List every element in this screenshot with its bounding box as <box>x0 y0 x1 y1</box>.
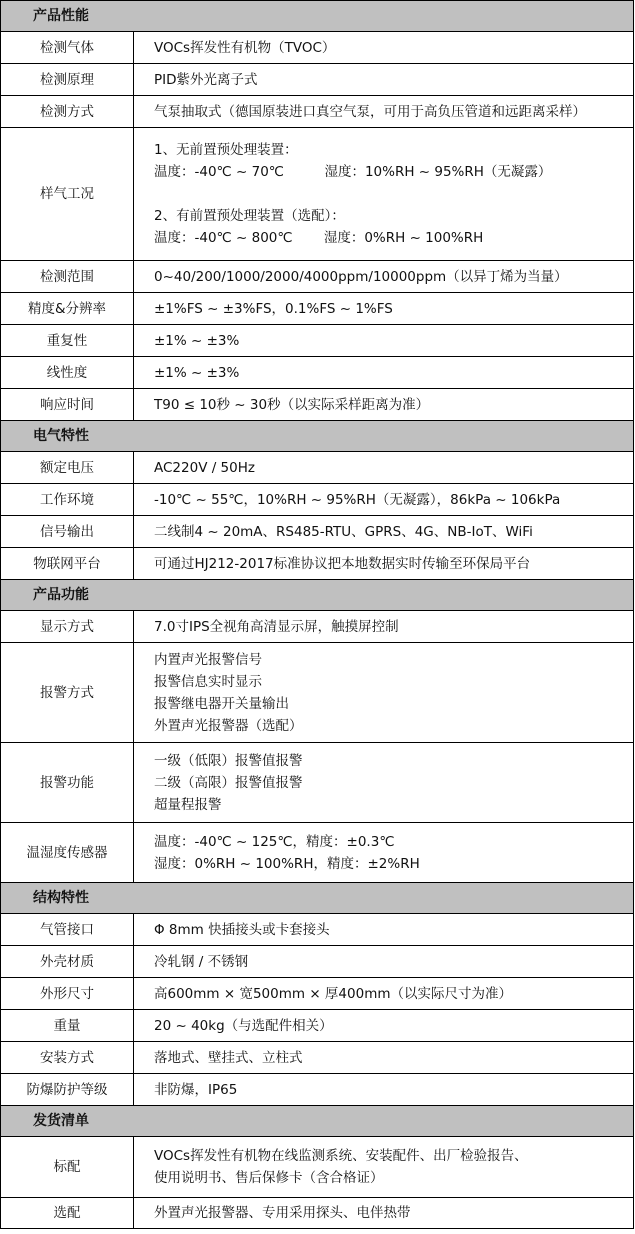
section-title-2: 产品功能 <box>1 580 634 611</box>
spec-value-line: 二线制4 ~ 20mA、RS485-RTU、GPRS、4G、NB-IoT、WiFi <box>154 523 533 540</box>
spec-value <box>134 914 634 946</box>
spec-value-line: PID紫外光离子式 <box>154 71 258 88</box>
spec-value-line: 高600mm × 宽500mm × 厚400mm（以实际尺寸为准） <box>154 985 512 1002</box>
spec-value <box>134 743 634 823</box>
spec-value <box>134 1074 634 1106</box>
spec-row <box>1 946 634 978</box>
spec-label: 外壳材质 <box>1 946 134 978</box>
spec-label: 额定电压 <box>1 452 134 484</box>
spec-value <box>134 1010 634 1042</box>
spec-label: 温湿度传感器 <box>1 823 134 883</box>
spec-row <box>1 484 634 516</box>
spec-value <box>134 946 634 978</box>
spec-value-line: 超量程报警 <box>154 796 222 813</box>
spec-row <box>1 389 634 421</box>
spec-label: 防爆防护等级 <box>1 1074 134 1106</box>
spec-value-line: 报警信息实时显示 <box>154 673 262 690</box>
spec-value <box>134 978 634 1010</box>
spec-label: 选配 <box>1 1198 134 1229</box>
spec-label: 精度&分辨率 <box>1 293 134 325</box>
section-title-0: 产品性能 <box>1 1 634 32</box>
spec-value-line: ±1%FS ~ ±3%FS，0.1%FS ~ 1%FS <box>154 300 393 317</box>
spec-label: 安装方式 <box>1 1042 134 1074</box>
spec-row <box>1 261 634 293</box>
section-header-row <box>1 580 634 611</box>
section-header-row <box>1 1106 634 1137</box>
spec-value-line: 使用说明书、售后保修卡（含合格证） <box>154 1170 384 1186</box>
spec-value <box>134 643 634 743</box>
spec-row <box>1 452 634 484</box>
spec-row <box>1 96 634 128</box>
spec-value <box>134 1198 634 1229</box>
spec-label: 样气工况 <box>1 128 134 261</box>
spec-row <box>1 978 634 1010</box>
spec-row <box>1 1074 634 1106</box>
spec-value <box>134 611 634 643</box>
spec-value-line: 20 ~ 40kg（与选配件相关） <box>154 1017 333 1034</box>
spec-row <box>1 32 634 64</box>
spec-value-line: 外置声光报警器、专用采用探头、电伴热带 <box>154 1205 411 1221</box>
section-header-row <box>1 421 634 452</box>
spec-value-line: 7.0寸IPS全视角高清显示屏，触摸屏控制 <box>154 618 399 635</box>
spec-table-body <box>1 1 634 1229</box>
spec-value-line: 报警继电器开关量输出 <box>154 695 289 712</box>
spec-value-line: 温度：-40℃ ~ 70℃ 湿度：10%RH ~ 95%RH（无凝露） <box>154 164 552 180</box>
spec-label: 线性度 <box>1 357 134 389</box>
spec-value-line: 1、无前置预处理装置： <box>154 142 298 158</box>
spec-label: 工作环境 <box>1 484 134 516</box>
spec-value-line: 落地式、壁挂式、立柱式 <box>154 1049 303 1066</box>
spec-value-line: T90 ≤ 10秒 ~ 30秒（以实际采样距离为准） <box>154 396 430 413</box>
spec-row <box>1 128 634 261</box>
spec-value <box>134 325 634 357</box>
spec-value-line: 温度：-40℃ ~ 800℃ 湿度：0%RH ~ 100%RH <box>154 230 484 246</box>
spec-row <box>1 611 634 643</box>
spec-value-line: VOCs挥发性有机物（TVOC） <box>154 39 336 56</box>
spec-value <box>134 823 634 883</box>
spec-value <box>134 452 634 484</box>
spec-label: 检测方式 <box>1 96 134 128</box>
spec-value <box>134 357 634 389</box>
spec-label: 重复性 <box>1 325 134 357</box>
spec-label: 检测气体 <box>1 32 134 64</box>
spec-value-line: 可通过HJ212-2017标准协议把本地数据实时传输至环保局平台 <box>154 555 531 572</box>
spec-row <box>1 1042 634 1074</box>
spec-label: 报警功能 <box>1 743 134 823</box>
spec-value-line: Φ 8mm 快插接头或卡套接头 <box>154 921 330 938</box>
spec-value-line: 0~40/200/1000/2000/4000ppm/10000ppm（以异丁烯为当量） <box>154 268 568 285</box>
spec-value-line: 非防爆，IP65 <box>154 1081 238 1098</box>
spec-value-line: AC220V / 50Hz <box>154 459 255 476</box>
spec-row <box>1 1137 634 1198</box>
spec-row <box>1 325 634 357</box>
spec-row <box>1 914 634 946</box>
spec-row <box>1 293 634 325</box>
spec-value <box>134 548 634 580</box>
spec-row <box>1 64 634 96</box>
spec-value <box>134 128 634 261</box>
spec-row <box>1 1010 634 1042</box>
spec-row <box>1 548 634 580</box>
spec-value-line: 气泵抽取式（德国原装进口真空气泵，可用于高负压管道和远距离采样） <box>154 103 586 120</box>
spec-label: 检测范围 <box>1 261 134 293</box>
spec-value-line: 一级（低限）报警值报警 <box>154 752 303 769</box>
spec-row <box>1 357 634 389</box>
spec-value <box>134 32 634 64</box>
spec-value-line: 二级（高限）报警值报警 <box>154 774 303 791</box>
spec-label: 物联网平台 <box>1 548 134 580</box>
section-title-4: 发货清单 <box>1 1106 634 1137</box>
section-title-1: 电气特性 <box>1 421 634 452</box>
spec-row <box>1 1198 634 1229</box>
spec-value-line: 外置声光报警器（选配） <box>154 717 303 734</box>
spec-label: 重量 <box>1 1010 134 1042</box>
spec-value <box>134 1042 634 1074</box>
spec-label: 显示方式 <box>1 611 134 643</box>
spec-label: 响应时间 <box>1 389 134 421</box>
spec-value-line: ±1% ~ ±3% <box>154 332 240 349</box>
spec-value-line: 内置声光报警信号 <box>154 651 262 668</box>
spec-value <box>134 484 634 516</box>
spec-value <box>134 1137 634 1198</box>
spec-value <box>134 261 634 293</box>
spec-label: 气管接口 <box>1 914 134 946</box>
spec-label: 标配 <box>1 1137 134 1198</box>
spec-value-line <box>154 183 629 205</box>
spec-label: 检测原理 <box>1 64 134 96</box>
spec-row <box>1 643 634 743</box>
spec-value-line: VOCs挥发性有机物在线监测系统、安装配件、出厂检验报告、 <box>154 1148 528 1164</box>
spec-value-line: 冷轧钢 / 不锈钢 <box>154 953 249 970</box>
spec-value <box>134 516 634 548</box>
spec-value <box>134 293 634 325</box>
spec-value-line: -10℃ ~ 55℃，10%RH ~ 95%RH（无凝露），86kPa ~ 106kPa <box>154 491 561 508</box>
spec-label: 外形尺寸 <box>1 978 134 1010</box>
spec-value <box>134 389 634 421</box>
spec-row <box>1 516 634 548</box>
spec-label: 报警方式 <box>1 643 134 743</box>
section-header-row <box>1 1 634 32</box>
spec-value <box>134 96 634 128</box>
section-title-3: 结构特性 <box>1 883 634 914</box>
spec-value-line: 湿度：0%RH ~ 100%RH，精度：±2%RH <box>154 855 420 872</box>
spec-value <box>134 64 634 96</box>
spec-value-line: 温度：-40℃ ~ 125℃，精度：±0.3℃ <box>154 833 395 850</box>
spec-row <box>1 823 634 883</box>
section-header-row <box>1 883 634 914</box>
spec-value-line: 2、有前置预处理装置（选配）： <box>154 208 345 224</box>
spec-value-line: ±1% ~ ±3% <box>154 364 240 381</box>
spec-label: 信号输出 <box>1 516 134 548</box>
spec-row <box>1 743 634 823</box>
